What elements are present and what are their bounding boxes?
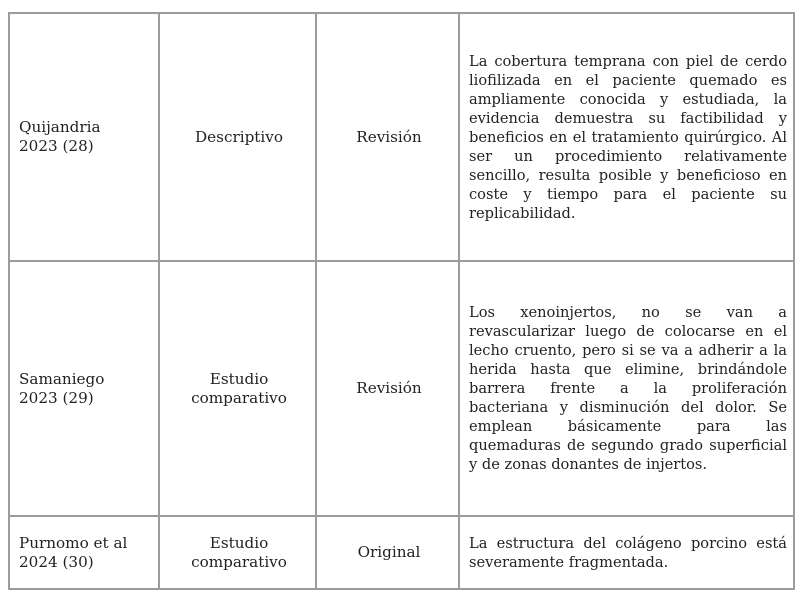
finding-cell [459, 261, 794, 516]
type-cell [316, 261, 459, 516]
type-text: Revisión [356, 379, 422, 397]
author-name: Quijandria [19, 118, 101, 136]
design-text: Estudio [209, 369, 269, 388]
type-cell [316, 13, 459, 261]
type-cell [316, 516, 459, 589]
author-cell [9, 261, 159, 516]
studies-table [8, 12, 795, 590]
design-cell [159, 261, 316, 516]
design-text: Descriptivo [195, 127, 283, 146]
design-cell [159, 516, 316, 589]
design-cell [159, 13, 316, 261]
design-text-line2: comparativo [191, 388, 287, 407]
finding-text: La estructura del colágeno porcino está severamente fragmentada. [469, 534, 787, 571]
author-year-ref: 2024 (30) [19, 552, 94, 571]
table-row [9, 261, 794, 516]
finding-text: La cobertura temprana con piel de cerdo liofilizada en el paciente quemado es ampliamente conocida y estudiada, la evidencia demuestra su factibilidad y beneficios en el tratamiento quirúrgico. Al ser un procedimiento relativamente sencillo, resulta posible y beneficioso en coste y tiempo para el paciente su replicabilidad. [469, 52, 787, 222]
finding-cell [459, 516, 794, 589]
design-text-line2: comparativo [191, 552, 287, 571]
type-text: Original [357, 543, 421, 561]
type-text: Revisión [356, 127, 422, 146]
author-name: Purnomo et al [19, 533, 128, 552]
author-name: Samaniego [19, 369, 105, 388]
author-cell [9, 516, 159, 589]
finding-text: Los xenoinjertos, no se van a revascularizar luego de colocarse en el lecho cruento, pero si se va a adherir a la herida hasta que elimine, brindándole barrera frente a la proliferación bacteriana y disminución del dolor. Se emplean básicamente para las quemaduras de segundo grado superficial y de zonas donantes de injertos. [469, 304, 787, 473]
design-text: Estudio [209, 533, 269, 552]
author-cell [9, 13, 159, 261]
finding-cell [459, 13, 794, 261]
author-year-ref: 2023 (29) [19, 388, 94, 407]
table-row [9, 516, 794, 589]
table-row [9, 13, 794, 261]
author-year-ref: 2023 (28) [19, 137, 94, 155]
